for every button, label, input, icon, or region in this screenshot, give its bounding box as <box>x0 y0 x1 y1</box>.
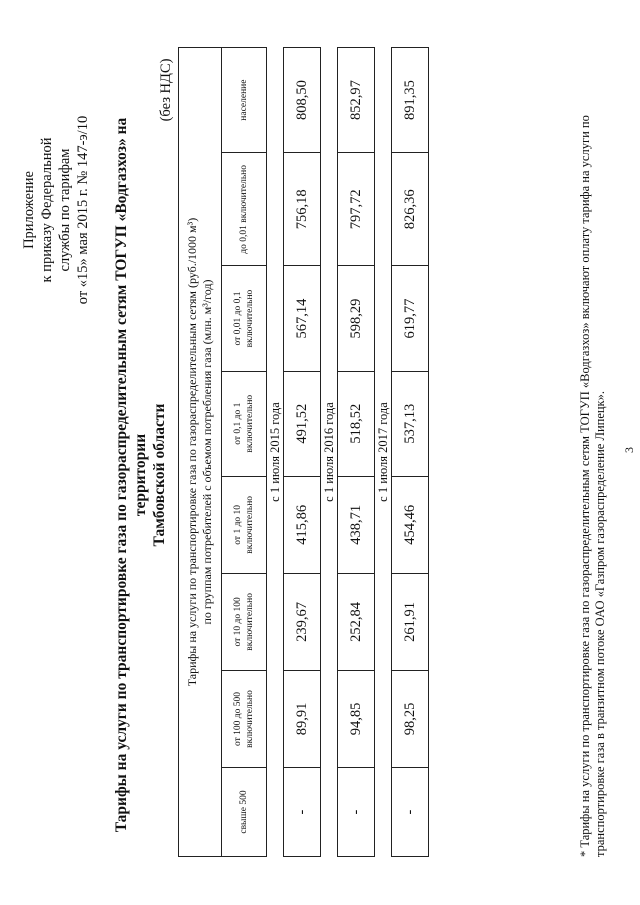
table-cell: 619,77 <box>392 266 429 371</box>
table-caption-line-1: Тарифы на услуги по транспортировке газа по газораспределительным сетям (руб./1000 м³) <box>185 217 199 687</box>
column-header: население <box>222 48 267 153</box>
header-line-4: от «15» мая 2015 г. № 147-э/10 <box>75 115 91 305</box>
table-cell: - <box>338 768 375 857</box>
column-header: свыше 500 <box>222 768 267 857</box>
table-cell: 261,91 <box>392 573 429 670</box>
table-cell: 518,52 <box>338 371 375 476</box>
period-row <box>321 48 338 857</box>
period-label: с 1 июля 2015 года <box>267 48 284 857</box>
table-row <box>392 48 429 857</box>
period-row <box>267 48 284 857</box>
table-cell: 567,14 <box>284 266 321 371</box>
column-header: от 10 до 100 включительно <box>222 573 267 670</box>
period-label: с 1 июля 2017 года <box>375 48 392 857</box>
footnote: * Тарифы на услуги по транспортировке газа по газораспределительным сетям ТОГУП «Водгазхоз» включают оплату тарифа на услуги по транспортировке газа в транзитном потоке ОАО «Газпром газораспределение Липецк». <box>578 115 607 857</box>
column-header: от 1 до 10 включительно <box>222 476 267 573</box>
table-cell: 491,52 <box>284 371 321 476</box>
table-cell: 454,46 <box>392 476 429 573</box>
title-line-1: Тарифы на услуги по транспортировке газа по газораспределительным сетям ТОГУП «Водгазхоз» на территории <box>113 117 149 833</box>
order-header <box>20 100 92 320</box>
table-header-row <box>222 48 267 857</box>
page-number: 3 <box>622 447 636 453</box>
table-cell: 239,67 <box>284 573 321 670</box>
table-row <box>284 48 321 857</box>
table-cell: 852,97 <box>338 48 375 153</box>
header-line-2: к приказу Федеральной <box>39 137 55 283</box>
table-cell: 94,85 <box>338 670 375 767</box>
table-cell: 797,72 <box>338 153 375 266</box>
table-cell: 756,18 <box>284 153 321 266</box>
table-row <box>338 48 375 857</box>
table-cell: 98,25 <box>392 670 429 767</box>
header-line-3: службы по тарифам <box>57 148 73 272</box>
table-cell: 415,86 <box>284 476 321 573</box>
vat-note: (без НДС) <box>158 58 174 122</box>
table-cell: 438,71 <box>338 476 375 573</box>
column-header: от 100 до 500 включительно <box>222 670 267 767</box>
column-header: до 0,01 включительно <box>222 153 267 266</box>
tariff-table <box>178 47 429 857</box>
period-row <box>375 48 392 857</box>
period-label: с 1 июля 2016 года <box>321 48 338 857</box>
table-cell: - <box>284 768 321 857</box>
table-cell: 89,91 <box>284 670 321 767</box>
table-cell: 537,13 <box>392 371 429 476</box>
table-caption <box>179 48 222 857</box>
table-caption-line-2: по группам потребителей с объемом потребления газа (млн. м³/год) <box>200 279 214 625</box>
table-cell: 826,36 <box>392 153 429 266</box>
title-line-2: Тамбовской области <box>151 403 168 547</box>
column-header: от 0,01 до 0,1 включительно <box>222 266 267 371</box>
column-header: от 0,1 до 1 включительно <box>222 371 267 476</box>
table-cell: - <box>392 768 429 857</box>
table-cell: 808,50 <box>284 48 321 153</box>
table-cell: 891,35 <box>392 48 429 153</box>
header-line-1: Приложение <box>21 171 37 249</box>
table-cell: 598,29 <box>338 266 375 371</box>
page-title <box>112 85 169 865</box>
table-cell: 252,84 <box>338 573 375 670</box>
